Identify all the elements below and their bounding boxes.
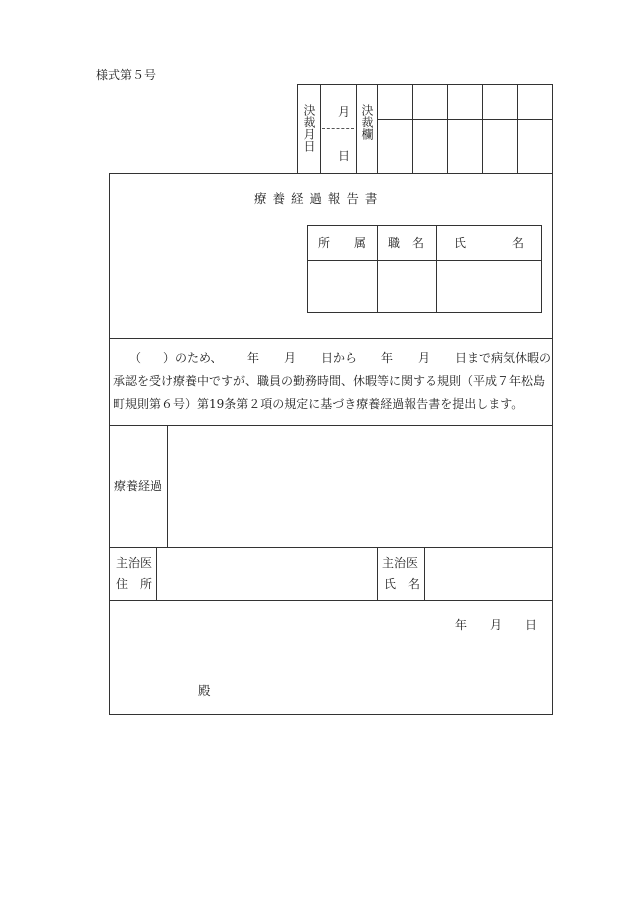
position-cell[interactable] <box>378 261 436 312</box>
statement-line-2: 承認を受け療養中ですが、職員の勤務時間、休暇等に関する規則（平成７年松島 <box>113 374 546 388</box>
doctor-address-field[interactable] <box>157 548 377 600</box>
header-name-suffix: 名 <box>512 236 525 250</box>
doctor-name-label-1: 主治医 <box>382 556 419 570</box>
recipient-suffix: 殿 <box>198 683 211 698</box>
document-title: 療 養 経 過 報 告 書 <box>254 191 379 206</box>
name-cell[interactable] <box>437 261 541 312</box>
statement-from: 日から <box>321 351 358 365</box>
doctor-name-label-2: 氏 名 <box>384 577 421 591</box>
approval-day: 日 <box>338 149 351 163</box>
department-cell[interactable] <box>308 261 377 312</box>
doctor-address-label-1: 主治医 <box>116 556 153 570</box>
statement-month1: 月 <box>284 351 297 365</box>
statement-paren-open: （ <box>129 351 142 365</box>
date-year: 年 <box>455 618 468 632</box>
date-month: 月 <box>490 618 503 632</box>
header-name: 氏 <box>454 236 467 250</box>
statement-year2: 年 <box>381 351 394 365</box>
header-department: 所 属 <box>318 236 367 250</box>
progress-label: 療養経過 <box>114 479 163 493</box>
form-number: 様式第５号 <box>96 68 157 82</box>
statement-until: 日まで病気休暇の <box>455 351 552 365</box>
doctor-name-field[interactable] <box>425 548 552 600</box>
statement-reason: ）のため、 <box>163 351 223 365</box>
approval-column-label: 決裁欄 <box>360 104 374 140</box>
date-day: 日 <box>525 618 538 632</box>
header-position: 職 名 <box>388 236 425 250</box>
approval-date-label: 決裁月日 <box>302 104 316 152</box>
statement-line-3: 町規則第６号）第19条第２項の規定に基づき療養経過報告書を提出します。 <box>113 397 524 411</box>
progress-field[interactable] <box>168 426 552 547</box>
approval-month: 月 <box>338 105 351 119</box>
doctor-address-label-2: 住 所 <box>116 577 153 591</box>
statement-year1: 年 <box>247 351 260 365</box>
statement-month2: 月 <box>418 351 431 365</box>
